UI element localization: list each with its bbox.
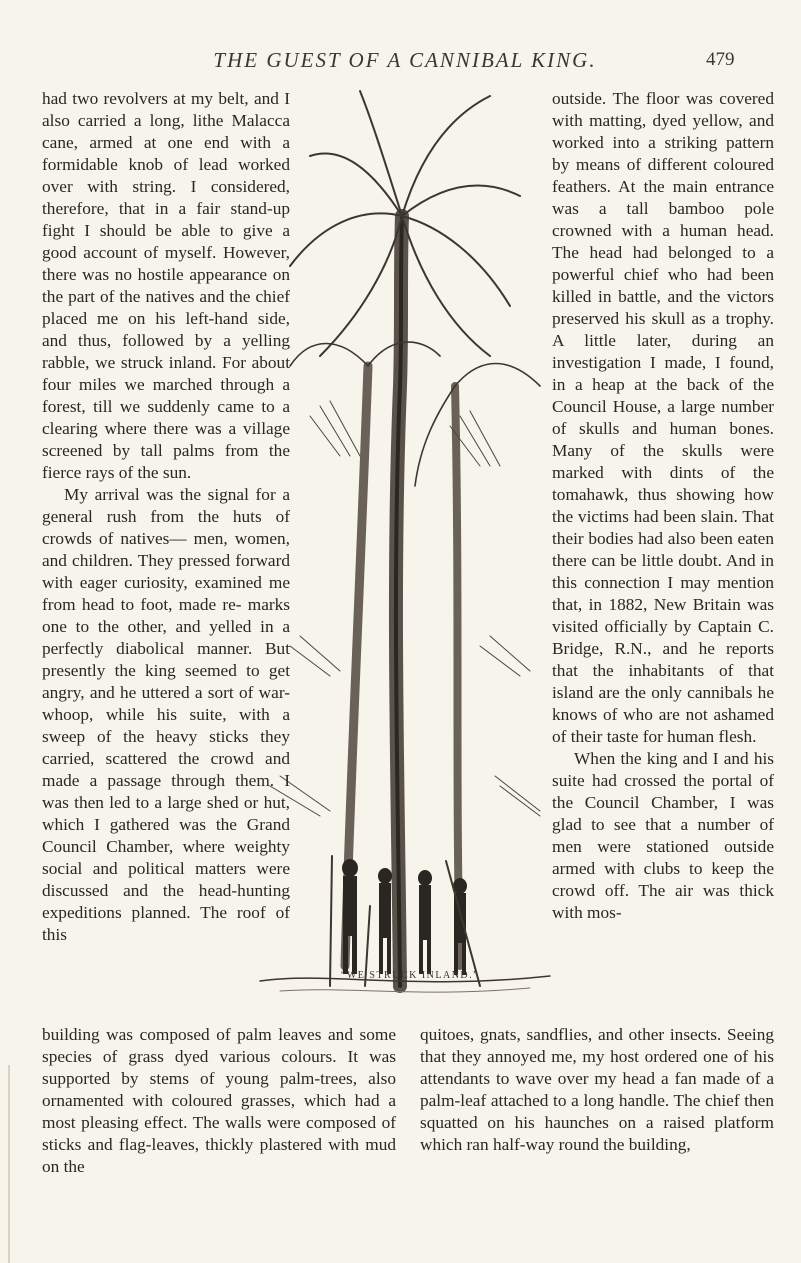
engraving-icon	[250, 86, 565, 1006]
palm-tree-natives-illustration	[250, 86, 565, 1006]
page-edge-mark	[8, 1065, 10, 1263]
bottom-right-paragraph: quitoes, gnats, sandflies, and other insects. Seeing that they annoyed me, my host ordered one of his attendants to wave over my head a fan made of a palm-leaf attached to a long handle. The chief then squatted on his haunches on a raised platform which ran half-way round the building,	[420, 1025, 774, 1154]
right-paragraph-1: outside. The floor was covered with matting, dyed yellow, and worked into a striking pattern by means of different coloured feathers. At the main entrance was a tall bamboo pole crowned with a human head. The head had belonged to a powerful chief who had been killed in battle, and the victors preserved his skull as a trophy. A little later, during an investigation I made, I found, in a heap at the back of the Council House, a large number of skulls and human bones. Many of the skulls were marked with dints of the tomahawk, thus showing how the victims had been slain. That their bodies had also been eaten there can be little doubt. And in this connection I may mention that, in 1882, New Britain was visited officially by Captain C. Bridge, R.N., and he reports that the inhabitants of that island are the only cannibals he knows of who are not ashamed of their taste for human flesh.	[552, 89, 774, 746]
bottom-right-text	[420, 1024, 774, 1156]
illustration-caption: “WE STRUCK INLAND.”	[340, 970, 480, 981]
left-paragraph-1: had two revolvers at my belt, and I also carried a long, lithe Malacca cane, armed at one end with a formidable knob of lead worked over with string. I considered, therefore, that in a fair stand-up fight I should be able to give a good account of myself. However, there was no hostile appearance on the part of the natives and the chief placed me on his left-hand side, and thus, followed by a yelling rabble, we struck inland. For about four miles we marched through a forest, till we suddenly came to a clearing where there was a village screened by tall palms from the fierce rays of the sun.	[42, 89, 290, 482]
left-paragraph-2: My arrival was the signal for a general rush from the huts of crowds of natives— men, women, and children. They pressed forward with eager curiosity, examined me from head to foot, made re‐ marks one to the other, and yelled in a perfectly diabolical manner. But presently the king seemed to get angry, and he uttered a sort of war-whoop, while his suite, with a sweep of the heavy sticks they carried, scattered the crowd and made a passage through them. I was then led to a large shed or hut, which I gathered was the Grand Council Chamber, where weighty social and political matters were discussed and the head-hunting expeditions planned. The roof of this	[42, 485, 290, 944]
page-header	[0, 48, 801, 78]
page-number: 479	[706, 49, 735, 70]
left-column	[42, 88, 290, 946]
right-paragraph-2: When the king and I and his suite had crossed the portal of the Council Chamber, I was glad to see that a number of men were stationed outside armed with clubs to keep the crowd off. The air was thick with mos-	[552, 749, 774, 922]
bottom-left-text	[42, 1024, 396, 1178]
bottom-left-paragraph: building was composed of palm leaves and some species of grass dyed various colours. It was supported by stems of young palm-trees, also ornamented with coloured grasses, which had a most pleasing effect. The walls were composed of sticks and flag-leaves, thickly plastered with mud on the	[42, 1025, 396, 1176]
right-column	[552, 88, 774, 924]
running-title: THE GUEST OF A CANNIBAL KING.	[213, 48, 597, 72]
